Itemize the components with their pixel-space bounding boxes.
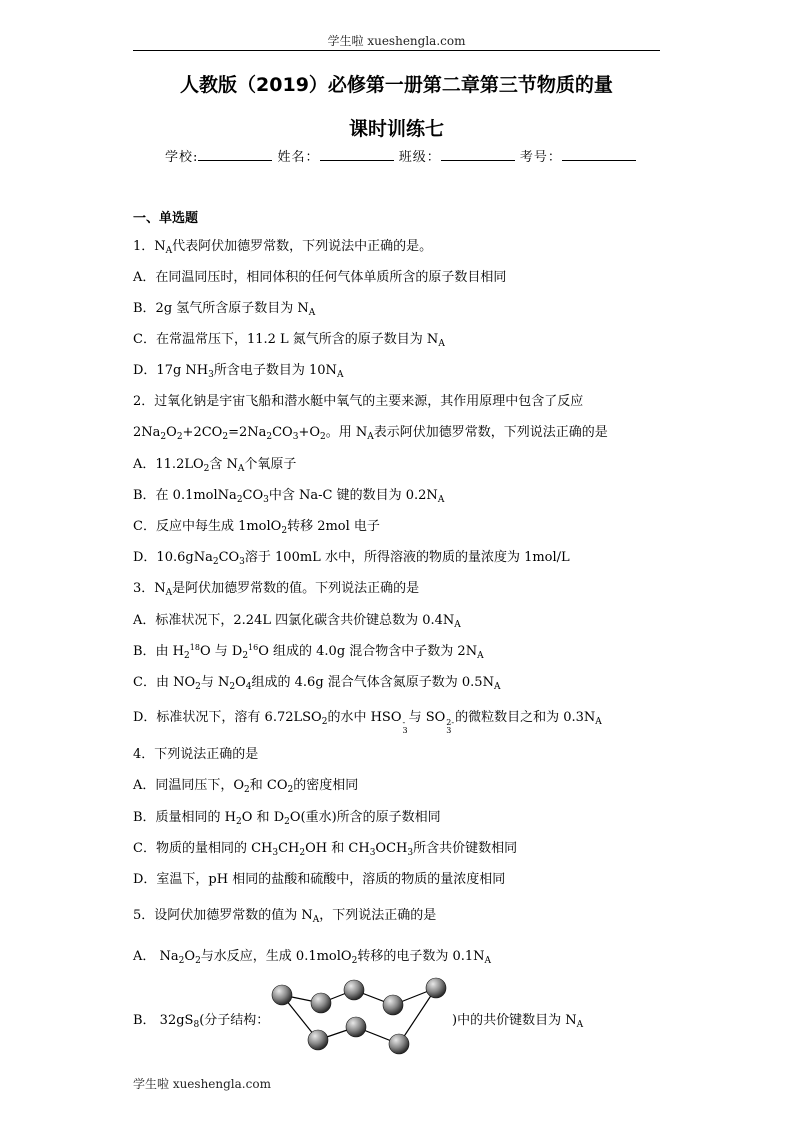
q2-option-d: D．$10.6gNa_2CO_3$溶于 100mL 水中，所得溶液的物质的量浓度为 1mol/L [133,550,570,567]
school-blank[interactable] [198,148,272,161]
q2-option-a: A．$11.2LO_2$含 $N_A$个氧原子 [133,457,297,474]
q2-equation: $2Na_2O_2+2CO_2=2Na_2CO_3+O_2$。用 $N_A$表示阿伏加德罗常数，下列说法正确的是 [133,425,608,442]
school-label: 学校: [165,150,199,165]
header-divider [133,50,660,51]
q3-option-b: B．由 $H_2^{18}O$ 与 $D_2^{16}O$ 组成的 4.0g 混合物含中子数为 $2N_A$ [133,643,484,661]
header-site: 学生啦 xueshengla.com [327,34,466,48]
q3-option-c: C．由 $NO_2$与 $N_2O_4$组成的 4.6g 混合气体含氮原子数为 $0.5N_A$ [133,675,501,692]
q3-stem: 3．$N_A$是阿伏加德罗常数的值。下列说法正确的是 [133,581,420,598]
footer-site: 学生啦 xueshengla.com [133,1077,271,1091]
section-heading: 一、单选题 [133,211,199,226]
sulfur-atom [311,993,331,1013]
student-info-row [165,146,636,165]
q4-option-a: A．同温同压下，$O_2$和 $CO_2$的密度相同 [133,778,359,795]
class-label: 班级： [398,150,441,165]
sulfur-atom [272,985,292,1005]
q1-option-d: D．17g $NH_3$所含电子数目为 $10N_A$ [133,363,344,380]
s8-molecule-diagram [266,970,456,1062]
page-subtitle: 课时训练七 [348,118,444,140]
name-label: 姓名： [277,150,320,165]
q5-option-b-start: B． $32gS_8$(分子结构： [133,1013,270,1030]
q5-option-b-end: )中的共价键数目为 $N_A$ [452,1013,584,1030]
class-blank[interactable] [441,148,515,161]
q2-stem: 2．过氧化钠是宇宙飞船和潜水艇中氧气的主要来源，其作用原理中包含了反应 [133,394,584,409]
sulfur-atom [344,980,364,1000]
q5-stem: 5．设阿伏加德罗常数的值为 $N_A$，下列说法正确的是 [133,908,437,925]
number-blank[interactable] [562,148,636,161]
q3-option-a: A．标准状况下，2.24L 四氯化碳含共价键总数为 $0.4N_A$ [133,613,461,630]
sulfur-atom [426,978,446,998]
q4-option-b: B．质量相同的 $H_2O$ 和 $D_2O$(重水)所含的原子数相同 [133,810,441,827]
number-label: 考号： [519,150,562,165]
q1-option-a: A．在同温同压时，相同体积的任何气体单质所含的原子数目相同 [133,270,507,285]
q4-option-c: C．物质的量相同的 $CH_3CH_2OH$ 和 $CH_3OCH_3$所含共价键数相同 [133,841,518,858]
q3-option-d: D．标准状况下，溶有 $6.72LSO_2$的水中 HSO - 3 与 SO 2- 3 的微粒数目之和为 $0.3N_A$ [133,710,602,735]
q1-option-b: B．2g 氢气所含原子数目为 $N_A$ [133,301,316,318]
q5-option-a: A． $Na_2O_2$与水反应，生成 0.1molO$_2$转移的电子数为 $0.1N_A$ [133,949,491,966]
q2-option-c: C．反应中每生成 1molO$_2$转移 2mol 电子 [133,519,380,536]
sulfur-atom [308,1030,328,1050]
q1-option-c: C．在常温常压下，11.2 L 氮气所含的原子数目为 $N_A$ [133,332,445,349]
q4-option-d: D．室温下，pH 相同的盐酸和硫酸中，溶质的物质的量浓度相同 [133,872,506,887]
q4-stem: 4．下列说法正确的是 [133,747,259,762]
q2-option-b: B．在 $0.1molNa_2CO_3$中含 Na-C 键的数目为 $0.2N_A$ [133,488,445,505]
q1-stem: 1．$N_A$代表阿伏加德罗常数，下列说法中正确的是。 [133,239,433,256]
sulfur-atom [389,1034,409,1054]
name-blank[interactable] [320,148,394,161]
sulfur-atom [383,995,403,1015]
sulfur-atom [346,1017,366,1037]
page-title: 人教版（2019）必修第一册第二章第三节物质的量 [180,74,613,96]
